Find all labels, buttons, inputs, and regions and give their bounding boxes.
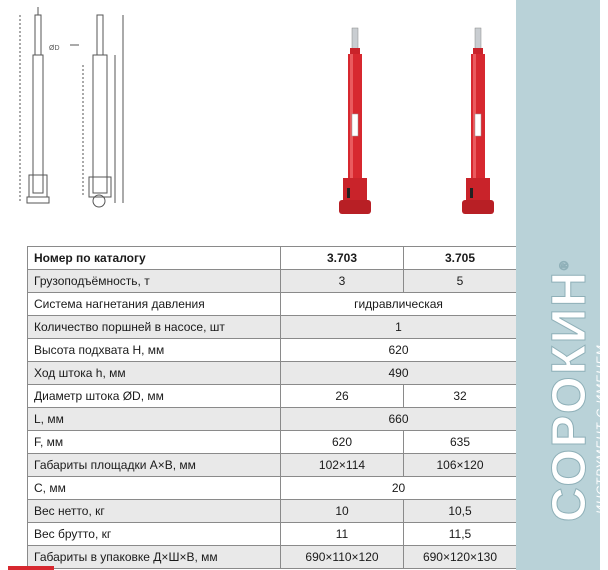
table-row xyxy=(28,408,517,431)
row-value-shared: гидравлическая xyxy=(281,293,517,316)
row-value-shared: 660 xyxy=(281,408,517,431)
row-label: Габариты в упаковке Д×Ш×В, мм xyxy=(28,546,281,569)
row-value-3703: 690×110×120 xyxy=(281,546,404,569)
row-value-3703: 10 xyxy=(281,500,404,523)
row-label: Количество поршней в насосе, шт xyxy=(28,316,281,339)
header-model-3703: 3.703 xyxy=(281,247,404,270)
specifications-table xyxy=(27,246,517,569)
table-row xyxy=(28,385,517,408)
row-label: Высота подхвата Н, мм xyxy=(28,339,281,362)
row-value-3703: 11 xyxy=(281,523,404,546)
row-label: Диаметр штока ØD, мм xyxy=(28,385,281,408)
technical-drawing xyxy=(15,5,135,220)
row-value-3705: 11,5 xyxy=(404,523,517,546)
row-label: F, мм xyxy=(28,431,281,454)
row-value-3705: 690×120×130 xyxy=(404,546,517,569)
row-label: Габариты площадки А×В, мм xyxy=(28,454,281,477)
row-value-shared: 20 xyxy=(281,477,517,500)
row-label: С, мм xyxy=(28,477,281,500)
header-catalog-number: Номер по каталогу xyxy=(28,247,281,270)
table-row xyxy=(28,500,517,523)
table-row xyxy=(28,546,517,569)
row-value-shared: 490 xyxy=(281,362,517,385)
page-edge-accent xyxy=(8,566,54,570)
table-row xyxy=(28,362,517,385)
table-row xyxy=(28,339,517,362)
row-value-3703: 3 xyxy=(281,270,404,293)
row-label: L, мм xyxy=(28,408,281,431)
row-value-3705: 106×120 xyxy=(404,454,517,477)
table-row xyxy=(28,316,517,339)
row-label: Система нагнетания давления xyxy=(28,293,281,316)
table-row xyxy=(28,293,517,316)
brand-name: СОРОКИН® xyxy=(543,259,596,522)
product-photo-3703 xyxy=(335,28,375,223)
table-row xyxy=(28,454,517,477)
header-model-3705: 3.705 xyxy=(404,247,517,270)
product-photo-3705 xyxy=(458,28,498,223)
row-value-3703: 620 xyxy=(281,431,404,454)
table-row xyxy=(28,431,517,454)
row-value-3705: 635 xyxy=(404,431,517,454)
row-value-3705: 32 xyxy=(404,385,517,408)
brand-tagline: ИНСТРУМЕНТ С ИМЕНЕМ xyxy=(594,344,608,514)
brand-logo xyxy=(540,259,608,522)
row-value-shared: 1 xyxy=(281,316,517,339)
row-label: Вес нетто, кг xyxy=(28,500,281,523)
table-header-row xyxy=(28,247,517,270)
table-row xyxy=(28,523,517,546)
row-value-3703: 26 xyxy=(281,385,404,408)
row-label: Вес брутто, кг xyxy=(28,523,281,546)
row-value-shared: 620 xyxy=(281,339,517,362)
row-value-3705: 5 xyxy=(404,270,517,293)
row-value-3705: 10,5 xyxy=(404,500,517,523)
row-label: Грузоподъёмность, т xyxy=(28,270,281,293)
row-label: Ход штока h, мм xyxy=(28,362,281,385)
row-value-3703: 102×114 xyxy=(281,454,404,477)
table-row xyxy=(28,477,517,500)
drawing-label-d: ØD xyxy=(49,45,60,52)
table-row xyxy=(28,270,517,293)
